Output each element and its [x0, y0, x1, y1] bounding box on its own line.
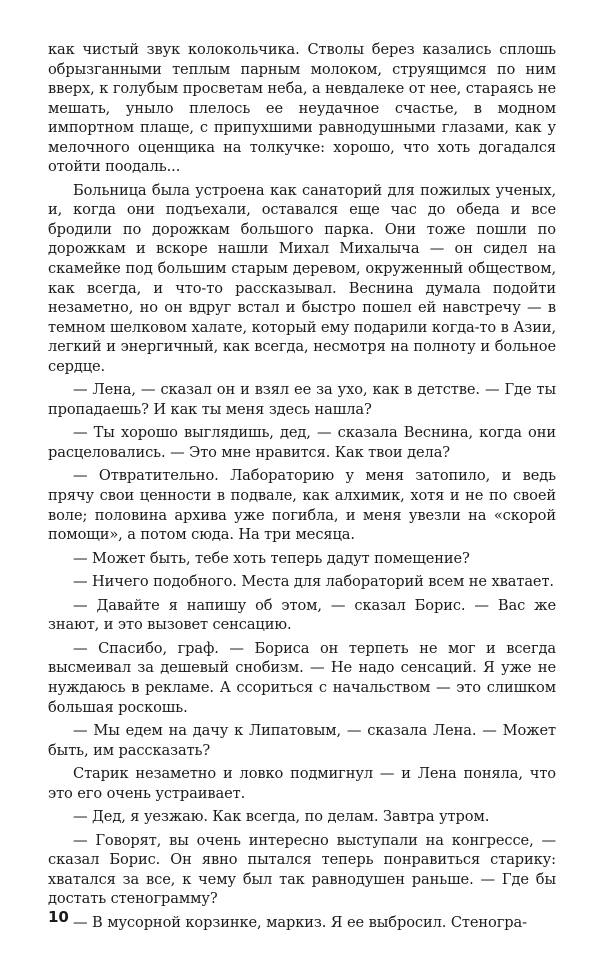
paragraph: — Давайте я напишу об этом, — сказал Борис. — Вас же знают, и это вызовет сенсацию.: [48, 596, 556, 634]
body-text: [48, 40, 556, 933]
paragraph: — Спасибо, граф. — Бориса он терпеть не мог и всегда высмеивал за дешевый снобизм. — Не надо сенсаций. Я уже не нуждаюсь в рекламе. А ссориться с начальством — это слишком большая роскошь.: [48, 639, 556, 716]
paragraph: — Мы едем на дачу к Липатовым, — сказала Лена. — Может быть, им рассказать?: [48, 722, 556, 759]
paragraph: — Может быть, тебе хоть теперь дадут помещение?: [73, 549, 470, 567]
paragraph: — Отвратительно. Лабораторию у меня затопило, и ведь прячу свои ценности в подвале, как алхимик, хотя и не по своей воле; половина архива уже погибла, и меня увезли на «скорой помощи», а потом сюда. На три месяца.: [48, 467, 556, 544]
paragraph: — Говорят, вы очень интересно выступали на конгрессе, — сказал Борис. Он явно пытался теперь понравиться старику: хватался за все, к чему был так равнодушен раньше. — Где бы достать стенограмму?: [48, 831, 556, 908]
paragraph: — В мусорной корзинке, маркиз. Я ее выбросил. Стеногра-: [73, 913, 527, 931]
paragraph: Больница была устроена как санаторий для пожилых ученых, и, когда они подъехали, оставался еще час до обеда и все бродили по дорожкам большого парка. Они тоже пошли по дорожкам и вскоре нашли Михал Михалыча — он сидел на скамейке под большим старым деревом, окруженный обществом, как всегда, и что-то рассказывал. Веснина думала подойти незаметно, но он вдруг встал и быстро пошел ей навстречу — в темном шелковом халате, который ему подарили когда-то в Азии, легкий и энергичный, как всегда, несмотря на полноту и больное сердце.: [48, 181, 556, 375]
page-number: 10: [48, 908, 69, 926]
paragraph: Старик незаметно и ловко подмигнул — и Лена поняла, что это его очень устраивает.: [48, 765, 556, 802]
paragraph: — Ничего подобного. Места для лабораторий всем не хватает.: [73, 573, 554, 591]
paragraph: как чистый звук колокольчика. Стволы берез казались сплошь обрызганными теплым парным молоком, струящимся по ним вверх, к голубым просветам неба, а невдалеке от нее, стараясь не мешать, уныло плелось ее неудачное счастье, в модном импортном плаще, с припухшими равнодушными глазами, как у мелочного оценщика на толкучке: хорошо, что хоть догадался отойти поодаль...: [48, 41, 556, 176]
paragraph: — Лена, — сказал он и взял ее за ухо, как в детстве. — Где ты пропадаешь? И как ты меня здесь нашла?: [48, 381, 556, 418]
paragraph: — Дед, я уезжаю. Как всегда, по делам. Завтра утром.: [73, 808, 490, 826]
paragraph: — Ты хорошо выглядишь, дед, — сказала Веснина, когда они расцеловались. — Это мне нравится. Как твои дела?: [48, 424, 556, 461]
